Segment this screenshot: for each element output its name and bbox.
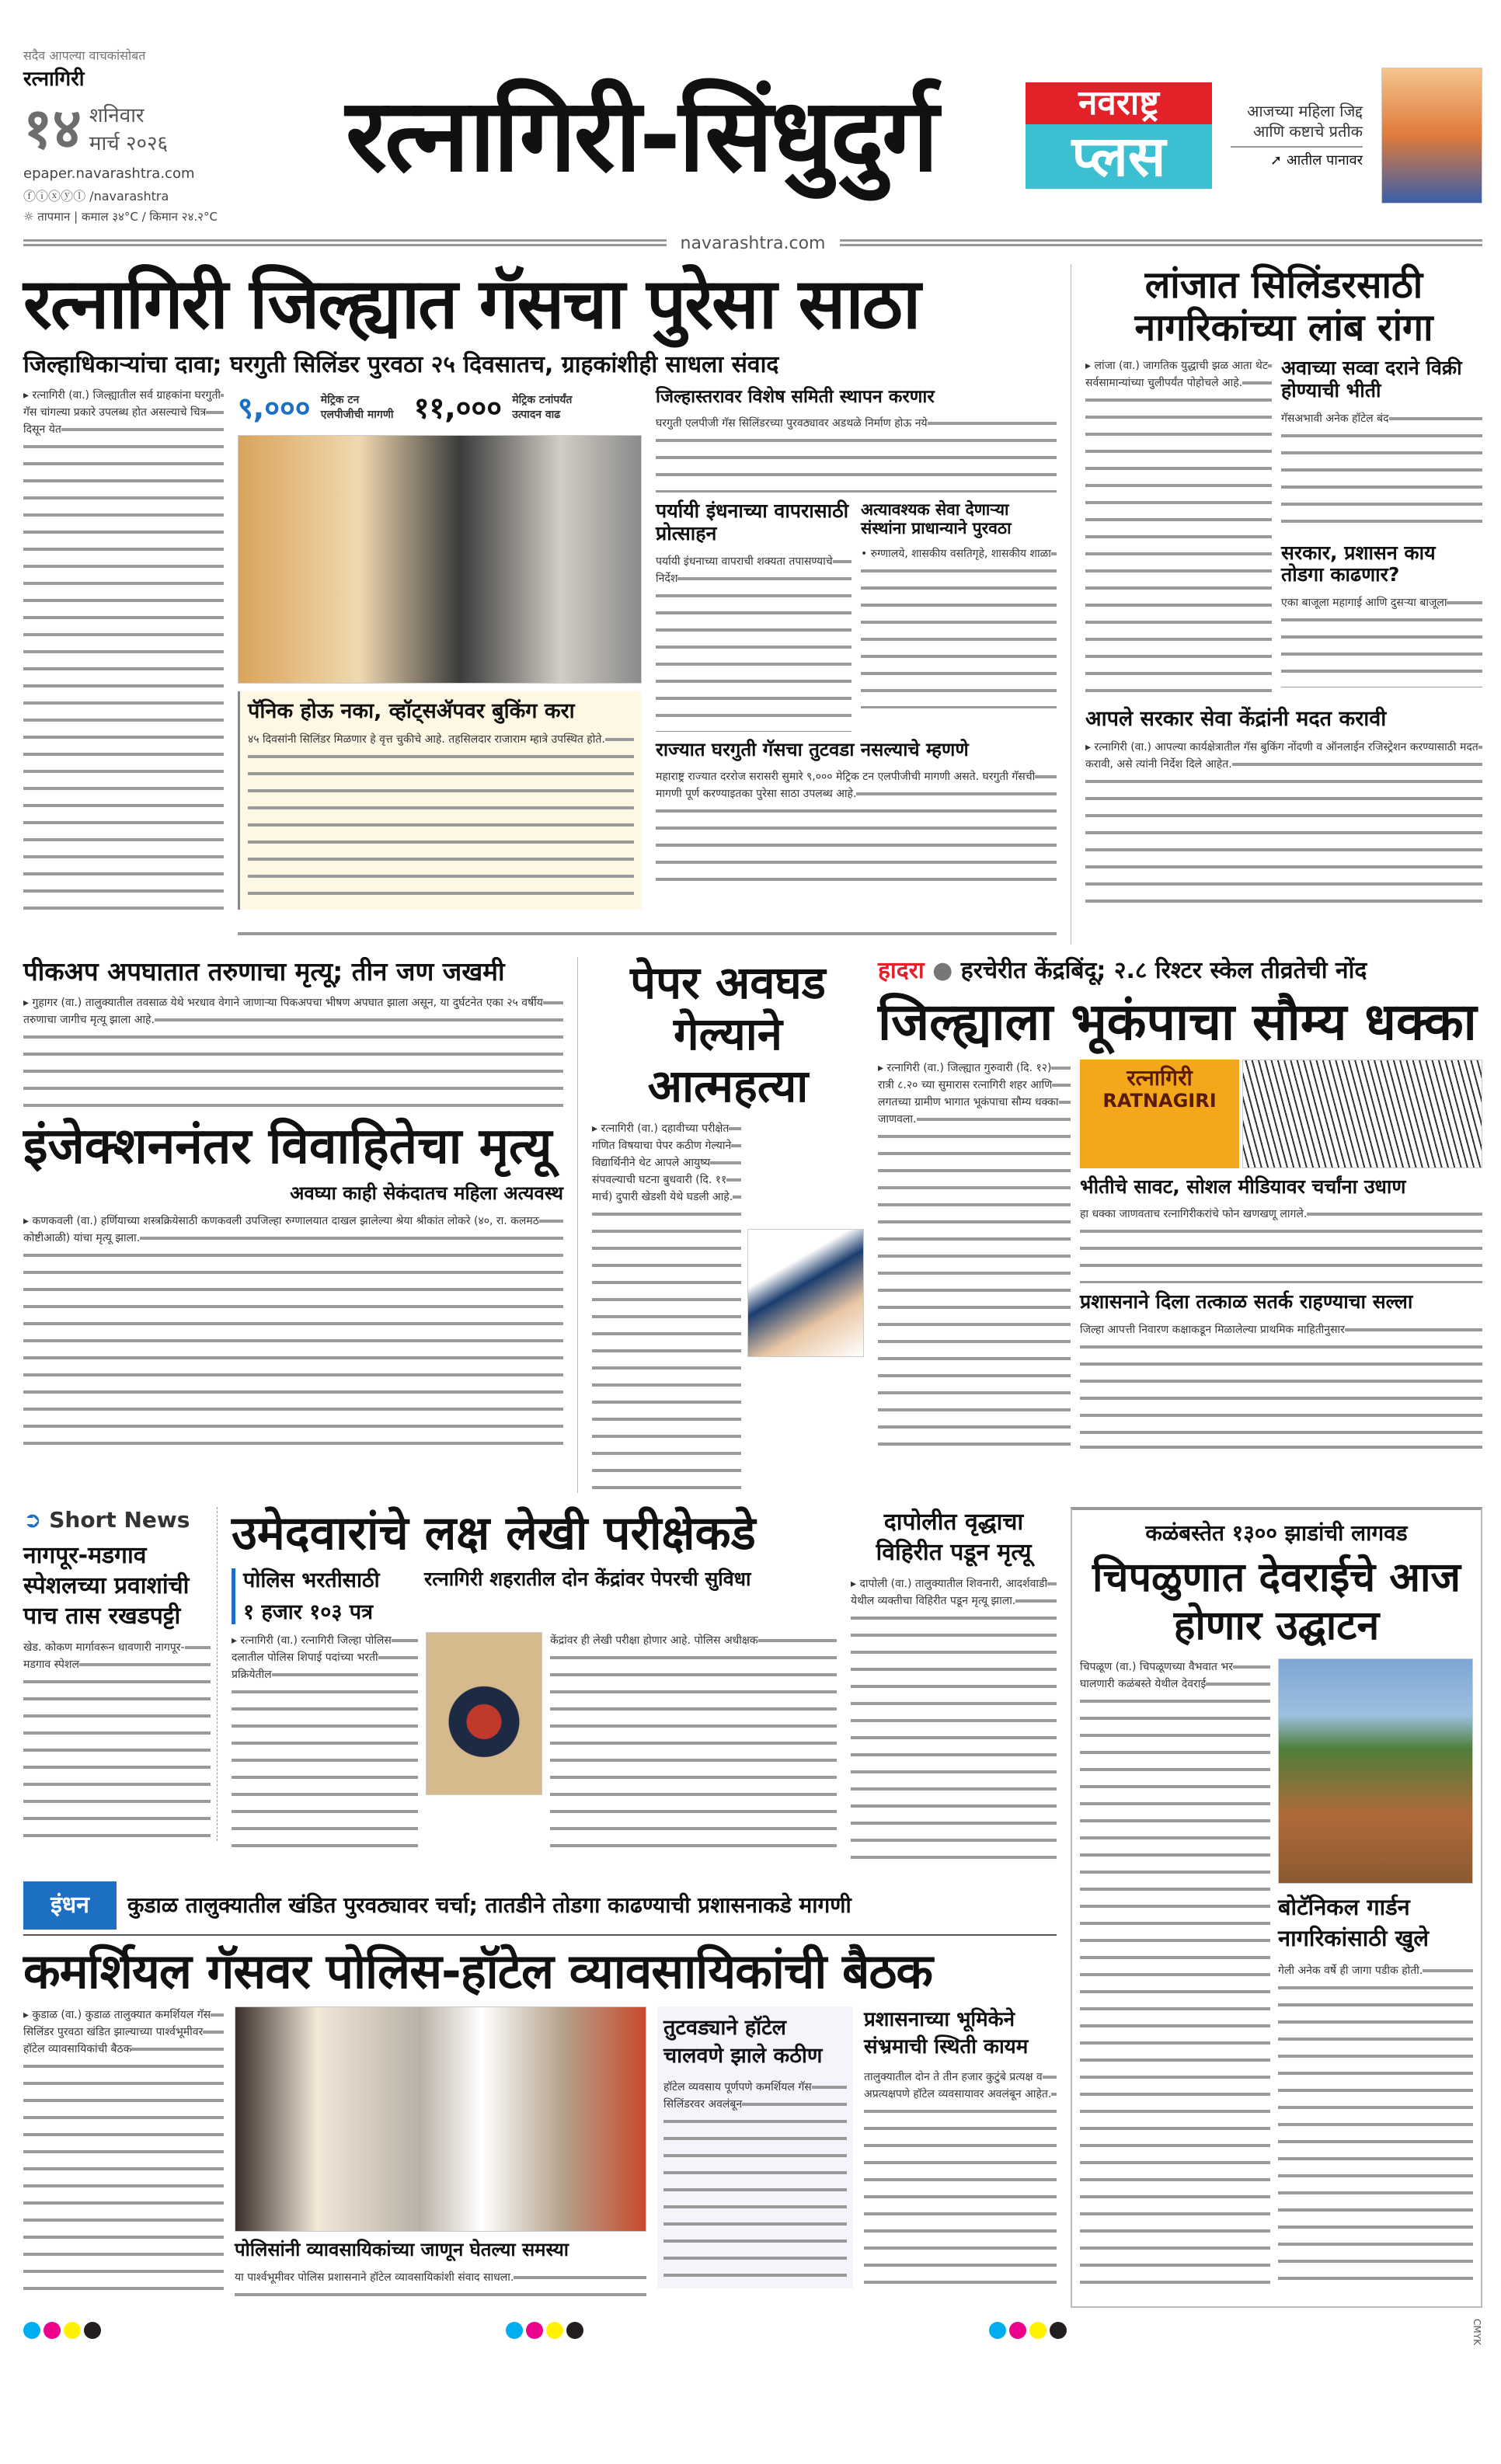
short-news-headline: नागपूर-मडगाव स्पेशलच्या प्रवाशांची पाच तास रखडपट्टी — [23, 1541, 190, 1630]
paper-headline: पेपर अवघड गेल्याने आत्महत्या — [630, 955, 826, 1113]
masthead-rule-right — [840, 239, 1483, 247]
police-body: ▸ रत्नागिरी (वा.) रत्नागिरी जिल्हा पोलिस दलातील पोलिस शिपाई पदांच्या भरती प्रक्रियेतील — [232, 1632, 418, 1850]
lanja-sub-body: ▸ रत्नागिरी (वा.) आपल्या कार्यक्षेत्रातील गॅस बुकिंग नोंदणी व ऑनलाईन रजिस्ट्रेशन करण्यासाठी मदत करावी, असे त्यांनी निर्देश दिले आहेत. — [1085, 739, 1482, 910]
lead-section-state: राज्यात घरगुती गॅसचा तुटवडा नसल्याचे म्हणणे — [656, 738, 969, 760]
quake-sub2-body: जिल्हा आपत्ती निवारण कक्षाकडून मिळालेल्या प्राथमिक माहितीनुसार — [1080, 1321, 1482, 1438]
weekday: शनिवार — [89, 104, 145, 128]
website[interactable]: navarashtra.com — [680, 233, 826, 253]
fuel-caption-body: या पार्श्वभूमीवर पोलिस प्रशासनाने हॉटेल व्यावसायिकांशी संवाद साधला. — [235, 2269, 646, 2303]
lanja-headline: लांजात सिलिंडरसाठी नागरिकांच्या लांब रांगा — [1134, 263, 1433, 350]
stat-demand: ९,००० मेट्रिक टन एलपीजीची मागणी — [238, 390, 394, 425]
fuel-sub2: प्रशासनाच्या भूमिकेने संभ्रमाची स्थिती कायम — [864, 2008, 1029, 2059]
instagram-icon[interactable]: ⓘ — [36, 188, 49, 204]
epaper-link[interactable]: epaper.navarashtra.com — [23, 165, 195, 182]
police-body-2: केंद्रांवर ही लेखी परीक्षा होणार आहे. पोलिस अधीक्षक — [550, 1632, 837, 1850]
police-subhead: रत्नागिरी शहरातील दोन केंद्रांवर पेपरची सुविधा — [424, 1567, 751, 1590]
lead-photo[interactable] — [238, 435, 642, 684]
short-news-label: ➲ Short News — [23, 1506, 190, 1533]
stat-production: ११,००० मेट्रिक टनांपर्यंत उत्पादन वाढ — [413, 390, 573, 425]
devrai-kicker: कळंबस्तेत १३०० झाडांची लागवड — [1145, 1519, 1408, 1546]
linkedin-icon[interactable]: ⓛ — [73, 188, 86, 204]
fuel-tag: इंधन — [23, 1881, 117, 1930]
fuel-meeting-photo[interactable] — [235, 2006, 646, 2232]
devrai-subhead: बोटॅनिकल गार्डन नागरिकांसाठी खुले — [1278, 1893, 1430, 1952]
tagline: सदैव आपल्या वाचकांसोबत — [23, 48, 146, 63]
dapoli-body: ▸ दापोली (वा.) तालुक्यातील शिवनारी, आदर्शवाडी येथील व्यक्तीचा विहिरीत पडून मृत्यू झाला. — [851, 1575, 1057, 1863]
teaser-text[interactable]: आजच्या महिला जिद्द आणि कष्टाचे प्रतीक — [1247, 102, 1363, 141]
masthead-rule-left — [23, 239, 667, 247]
fuel-kicker: कुडाळ तालुक्यातील खंडित पुरवठ्यावर चर्चा; तातडीने तोडगा काढण्याची प्रशासनाकडे मागणी — [127, 1892, 851, 1918]
devrai-body: चिपळूण (वा.) चिपळूणच्या वैभवात भर घालणारी कळंबस्ते येथील देवराई — [1080, 1658, 1270, 2295]
arrow-icon: ➚ — [1270, 152, 1287, 169]
facebook-icon[interactable]: ⓕ — [23, 188, 37, 204]
lanja-side2-headline: सरकार, प्रशासन काय तोडगा काढणार? — [1281, 541, 1436, 586]
social-links[interactable] — [23, 186, 256, 204]
quake-kicker: हादरा ● हरचेरीत केंद्रबिंदू; २.८ रिश्टर स्केल तीव्रतेची नोंद — [878, 956, 1367, 984]
lanja-side-headline: अवाच्या सव्वा दराने विक्री होण्याची भीती — [1281, 357, 1462, 402]
dapoli-headline: दापोलीत वृद्धाचा विहिरीत पडून मृत्यू — [876, 1508, 1032, 1566]
lead-section-priority-body: • रुग्णालये, शासकीय वसतिगृहे, शासकीय शाळा — [861, 545, 1057, 708]
fuel-sub2-body: तालुक्यातील दोन ते तीन हजार कुटुंबे प्रत्यक्ष व अप्रत्यक्षपणे हॉटेल व्यवसायावर अवलंबून आहेत. — [864, 2069, 1057, 2294]
social-handle: /navarashtra — [89, 188, 169, 204]
fuel-sub1-body: हॉटेल व्यवसाय पूर्णपणे कमर्शियल गॅस सिलिंडरवर अवलंबून — [663, 2079, 847, 2281]
lead-box — [238, 691, 642, 910]
divider — [1080, 1446, 1482, 1449]
devrai-box — [1071, 1507, 1482, 2308]
teaser-author: ➚ आतील पानावर — [1231, 146, 1363, 169]
lanja-body: ▸ लांजा (वा.) जागतिक युद्धाची झळ आता थेट सर्वसामान्यांच्या चुलीपर्यंत पोहोचले आहे. — [1085, 357, 1272, 699]
fuel-sub1: तुटवड्याने हॉटेल चालवणे झाले कठीण — [663, 2016, 823, 2069]
injection-headline: इंजेक्शननंतर विवाहितेचा मृत्यू — [23, 1117, 552, 1175]
month-year: मार्च २०२६ — [89, 132, 169, 156]
masthead — [23, 0, 1482, 224]
fuel-headline: कमर्शियल गॅसवर पोलिस-हॉटेल व्यावसायिकांची बैठक — [23, 1942, 932, 1999]
devrai-sub-body: गेली अनेक वर्षे ही जागा पडीक होती. — [1278, 1962, 1473, 2288]
newspaper-title: रत्नागिरी-सिंधुदुर्ग — [345, 75, 937, 194]
fuel-body: ▸ कुडाळ (वा.) कुडाळ तालुक्यात कमर्शियल गॅस सिलिंडर पुरवठा खंडित झाल्याच्या पार्श्वभूमीवर हॉटेल व्यावसायिकांची बैठक — [23, 2006, 224, 2294]
pickup-headline: पीकअप अपघातात तरुणाचा मृत्यू; तीन जण जखमी — [23, 955, 505, 987]
lead-section-alt-fuel-body: पर्यायी इंधनाच्या वापराची शक्यता तपासण्याचे निर्देश — [656, 553, 851, 732]
devrai-headline: चिपळुणात देवराईचे आज होणार उद्घाटन — [1092, 1554, 1461, 1650]
lead-section-state-body: महाराष्ट्र राज्यात दररोज सरासरी सुमारे ९,००० मेट्रिक टन एलपीजीची मागणी असते. घरगुती गॅसची मागणी पूर्ण करण्याइतका पुरेसा साठा उपलब्ध आहे. — [656, 768, 1057, 885]
lead-section-committee-body: घरगुती एलपीजी गॅस सिलिंडरच्या पुरवठ्यावर अडथळे निर्माण होऊ नये — [656, 415, 1057, 492]
youtube-icon[interactable]: ⓨ — [61, 188, 74, 204]
quake-sub2: प्रशासनाने दिला तत्काळ सतर्क राहण्याचा सल्ला — [1080, 1290, 1413, 1314]
police-headline: उमेदवारांचे लक्ष लेखी परीक्षेकडे — [232, 1505, 756, 1561]
quake-sub1-body: हा धक्का जाणवताच रत्नागिरीकरांचे फोन खणखणू लागले. — [1080, 1206, 1482, 1283]
quake-headline: जिल्ह्याला भूकंपाचा सौम्य धक्का — [878, 991, 1477, 1052]
weather: ☼ तापमान | कमाल ३४°C / किमान २४.२°C — [23, 209, 218, 224]
quake-body: ▸ रत्नागिरी (वा.) जिल्ह्यात गुरुवारी (दि. १२) रात्री ८.२० च्या सुमारास रत्नागिरी शहर आणि लगतच्या ग्रामीण भागात भूकंपाचा सौम्य धक्का जाणवला. — [878, 1060, 1071, 1448]
police-side: पोलिस भरतीसाठी १ हजार १०३ पत्र — [232, 1568, 410, 1624]
bullet-icon: ● — [932, 956, 953, 984]
lead-body: ▸ रत्नागिरी (वा.) जिल्ह्यातील सर्व ग्राहकांना घरगुती गॅस चांगल्या प्रकारे उपलब्ध होत असल्याचे चित्र दिसून येत — [23, 387, 224, 915]
color-registration — [989, 2322, 1070, 2342]
lead-headline: रत्नागिरी जिल्ह्यात गॅसचा पुरेसा साठा — [23, 263, 920, 345]
lead-section-priority: अत्यावश्यक सेवा देणाऱ्या संस्थांना प्राधान्याने पुरवठा — [861, 500, 1012, 538]
lanja-side-body: गॅसअभावी अनेक हॉटेल बंद — [1281, 410, 1482, 534]
x-icon[interactable]: ⓧ — [48, 188, 61, 204]
injection-body: ▸ कणकवली (वा.) हर्णियाच्या शस्त्रक्रियेसाठी कणकवली उपजिल्हा रुग्णालयात दाखल झालेल्या श्रेया श्रीकांत लोकरे (४०, रा. कलमठ कोष्टीआळी) यांचा मृत्यू झाला. — [23, 1213, 563, 1453]
quake-image-sign[interactable]: रत्नागिरी RATNAGIRI — [1080, 1060, 1239, 1168]
quake-sub1: भीतीचे सावट, सोशल मीडियावर चर्चांना उधाण — [1080, 1175, 1406, 1198]
box-body: ४५ दिवसांनी सिलिंडर मिळणार हे वृत्त चुकीचे आहे. तहसिलदार राजाराम म्हात्रे उपस्थित होते. — [248, 731, 634, 902]
date-day: १४ — [23, 95, 82, 161]
paper-photo[interactable] — [747, 1229, 864, 1357]
edition: रत्नागिरी — [23, 68, 85, 91]
lanja-side2-body: एका बाजूला महागाई आणि दुसऱ्या बाजूला — [1281, 594, 1482, 687]
seismograph-image[interactable] — [1242, 1060, 1482, 1168]
weather-icon: ☼ — [23, 209, 38, 224]
injection-subhead: अवघ्या काही सेकंदातच महिला अत्यवस्थ — [290, 1182, 563, 1205]
fuel-caption: पोलिसांनी व्यावसायिकांच्या जाणून घेतल्या समस्या — [235, 2239, 569, 2261]
brand-logo: नवराष्ट्र प्लस — [1026, 82, 1212, 189]
lanja-sub-headline: आपले सरकार सेवा केंद्रांनी मदत करावी — [1085, 707, 1387, 732]
color-registration — [506, 2322, 587, 2342]
paper-body: ▸ रत्नागिरी (वा.) दहावीच्या परीक्षेत गणित विषयाचा पेपर कठीण गेल्याने विद्यार्थिनीने थेट आपले आयुष्य संपवल्याची घटना बुधवारी (दि. ११ मार्च) दुपारी खेडशी येथे घडली आहे. — [592, 1120, 741, 1493]
lead-section-alt-fuel: पर्यायी इंधनाच्या वापरासाठी प्रोत्साहन — [656, 499, 849, 545]
arrow-icon: ➲ — [23, 1506, 50, 1533]
lead-subhead: जिल्हाधिकाऱ्यांचा दावा; घरगुती सिलिंडर पुरवठा २५ दिवसातच, ग्राहकांशीही साधला संवाद — [23, 351, 779, 379]
cmyk-label: CMYK — [1471, 2318, 1482, 2345]
fuel-sub1-box — [657, 2006, 853, 2288]
lead-section-committee: जिल्हास्तरावर विशेष समिती स्थापन करणार — [656, 386, 935, 407]
devrai-photo[interactable] — [1278, 1658, 1473, 1884]
color-registration — [23, 2322, 104, 2342]
column-divider — [577, 957, 578, 1493]
pickup-body: ▸ गुहागर (वा.) तालुक्यातील तवसाळ येथे भरधाव वेगाने जाणाऱ्या पिकअपचा भीषण अपघात झाला असून, या दुर्घटनेत एका २५ वर्षीय तरुणाचा जागीच मृत्यू झाला आहे. — [23, 994, 563, 1111]
teaser-photo[interactable] — [1381, 68, 1482, 204]
box-headline: पॅनिक होऊ नका, व्हॉट्सॲपवर बुकिंग करा — [248, 698, 575, 723]
police-badge-photo[interactable] — [426, 1632, 542, 1795]
short-news-body: खेड. कोकण मार्गावरून धावणारी नागपूर-मडगाव स्पेशल — [23, 1639, 211, 1841]
divider — [238, 932, 1057, 935]
